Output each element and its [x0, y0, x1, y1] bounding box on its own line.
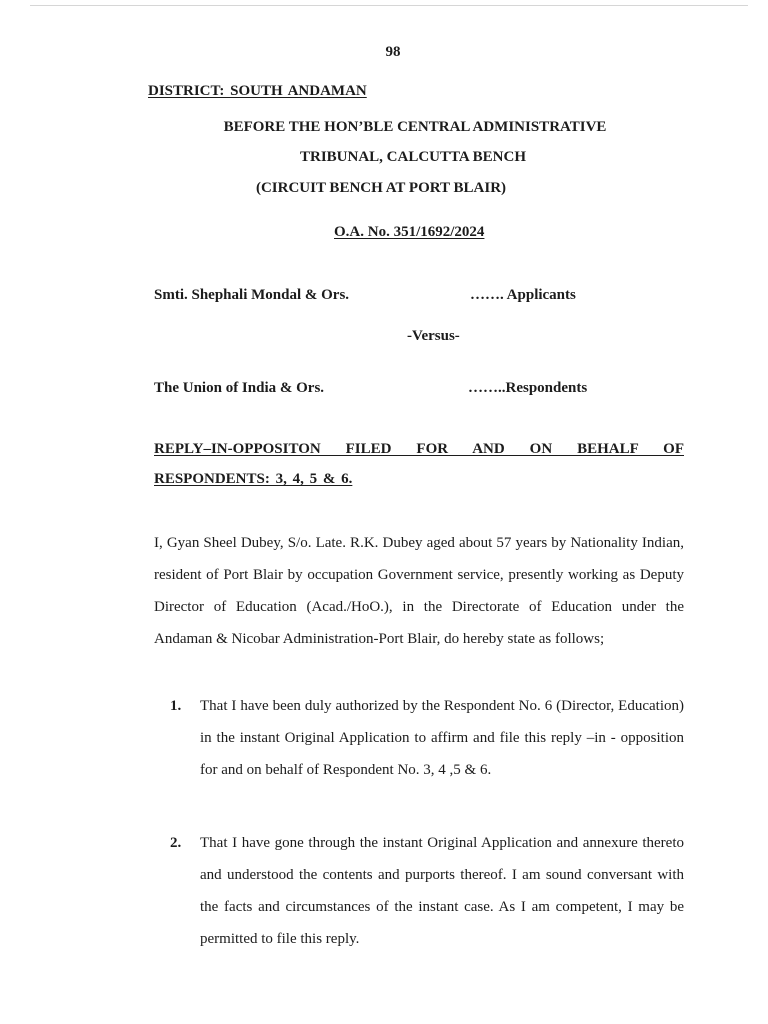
- point-text: That I have gone through the instant Original Application and annexure thereto and understood the contents and purports thereof. I am sound conversant with the facts and circumstances of the instant case. As I am competent, I may be permitted to file this reply.: [200, 835, 684, 947]
- court-title-line-3: (CIRCUIT BENCH AT PORT BLAIR): [255, 180, 507, 196]
- applicant-role: ……. Applicants: [470, 287, 576, 303]
- page-number: 98: [385, 44, 401, 60]
- numbered-point: [170, 827, 684, 955]
- numbered-point: [170, 690, 684, 786]
- applicant-name: Smti. Shephali Mondal & Ors.: [154, 287, 350, 303]
- case-number: O.A. No. 351/1692/2024: [334, 224, 485, 240]
- point-text: That I have been duly authorized by the Respondent No. 6 (Director, Education) in the instant Original Application to affirm and file this reply –in - opposition for and on behalf of Respondent No. 3, 4 ,5 & 6.: [200, 698, 684, 778]
- respondent-role: ……..Respondents: [468, 380, 588, 396]
- court-title-line-2: TRIBUNAL, CALCUTTA BENCH: [299, 149, 526, 165]
- reply-heading-line-1: REPLY–IN-OPPOSITON FILED FOR AND ON BEHALF OF: [154, 441, 684, 457]
- reply-heading-line-2: RESPONDENTS: 3, 4, 5 & 6.: [154, 471, 353, 487]
- intro-paragraph: I, Gyan Sheel Dubey, S/o. Late. R.K. Dubey aged about 57 years by Nationality Indian, resident of Port Blair by occupation Government service, presently working as Deputy Director of Education (Acad./HoO.), in the Directorate of Education under the Andaman & Nicobar Administration-Port Blair, do hereby state as follows;: [154, 535, 684, 647]
- point-number: 1.: [170, 698, 182, 714]
- point-number: 2.: [170, 835, 182, 851]
- respondent-name: The Union of India & Ors.: [154, 380, 325, 396]
- district-heading: DISTRICT: SOUTH ANDAMAN: [148, 83, 367, 99]
- scan-edge-line: [30, 5, 748, 6]
- court-title-line-1: BEFORE THE HON’BLE CENTRAL ADMINISTRATIVE: [223, 119, 607, 135]
- versus-label: -Versus-: [407, 328, 460, 344]
